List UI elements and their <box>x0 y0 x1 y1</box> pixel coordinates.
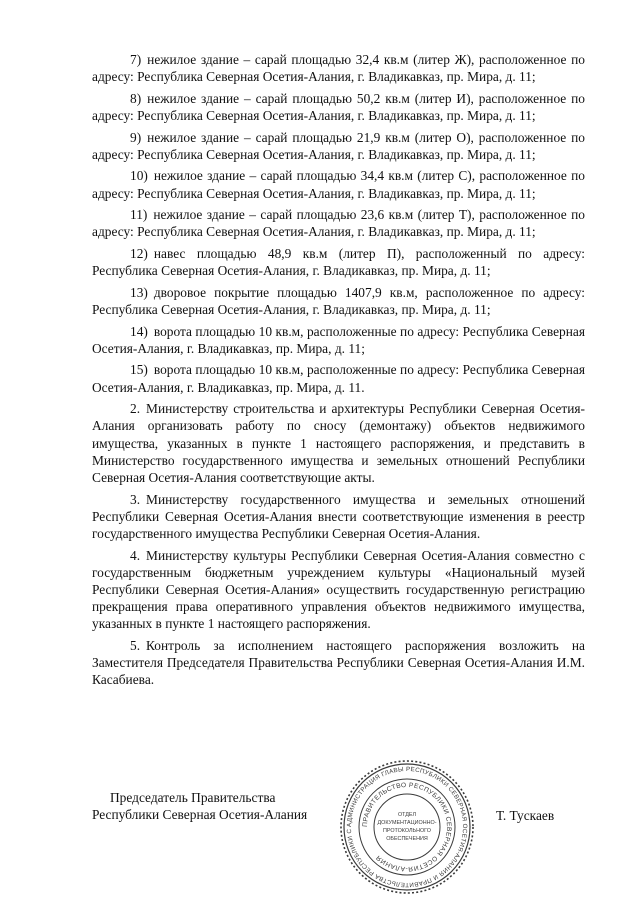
signatory-title-line-2: Республики Северная Осетия-Алания <box>92 807 308 823</box>
item-text: нежилое здание – сарай площадью 23,6 кв.м (литер Т), расположенное по адресу: Республика Северная Осетия-Алания, г. Владикавказ, пр. Мира, д. 11; <box>92 207 585 240</box>
list-item <box>92 323 585 357</box>
signatory-name: Т. Тускаев <box>496 808 555 823</box>
item-number: 7) <box>130 52 142 67</box>
list-item <box>92 90 585 124</box>
clause-number: 3. <box>130 491 141 507</box>
item-text: навес площадью 48,9 кв.м (литер П), расположенный по адресу: Республика Северная Осетия-Алания, г. Владикавказ, пр. Мира, д. 11; <box>92 245 585 279</box>
item-text: дворовое покрытие площадью 1407,9 кв.м, расположенное по адресу: Республика Северная Осетия-Алания, г. Владикавказ, пр. Мира, д. 11; <box>92 284 585 317</box>
item-text: нежилое здание – сарай площадью 32,4 кв.м (литер Ж), расположенное по адресу: Республика Северная Осетия-Алания, г. Владикавказ, пр. Мира, д. 11; <box>92 52 585 85</box>
clauses-list <box>92 400 585 688</box>
list-item <box>92 206 585 240</box>
list-item <box>92 129 585 163</box>
item-text: ворота площадью 10 кв.м, расположенные по адресу: Республика Северная Осетия-Алания, г. Владикавказ, пр. Мира, д. 11; <box>92 323 585 356</box>
stamp-center-line: ОТДЕЛ <box>397 812 417 818</box>
clause-paragraph <box>92 637 585 689</box>
item-number: 14) <box>130 323 148 339</box>
clause-text: Контроль за исполнением настоящего распоряжения возложить на Заместителя Председателя Правительства Республики Северная Осетия-Алания И.М. Касабиева. <box>92 637 585 688</box>
items-list <box>92 51 585 396</box>
list-item <box>92 284 585 318</box>
document-body <box>92 51 585 693</box>
item-number: 8) <box>130 90 142 106</box>
clause-number: 5. <box>130 637 141 653</box>
official-stamp-seal <box>338 758 476 896</box>
clause-paragraph <box>92 400 585 486</box>
item-text: нежилое здание – сарай площадью 50,2 кв.м (литер И), расположенное по адресу: Республика Северная Осетия-Алания, г. Владикавказ, пр. Мира, д. 11; <box>92 90 585 123</box>
stamp-center-line: ДОКУМЕНТАЦИОННО- <box>377 820 437 826</box>
signatory-title <box>92 789 342 823</box>
item-number: 13) <box>130 284 148 300</box>
list-item <box>92 245 585 279</box>
clause-number: 2. <box>130 401 141 417</box>
official-stamp <box>338 758 476 896</box>
list-item <box>92 51 585 85</box>
item-number: 10) <box>130 168 148 184</box>
stamp-center-line: ПРОТОКОЛЬНОГО <box>383 828 431 834</box>
list-item <box>92 361 585 395</box>
clause-paragraph <box>92 547 585 633</box>
stamp-center-line: ОБЕСПЕЧЕНИЯ <box>386 836 428 842</box>
item-text: нежилое здание – сарай площадью 34,4 кв.м (литер С), расположенное по адресу: Республика Северная Осетия-Алания, г. Владикавказ, пр. Мира, д. 11; <box>92 168 585 201</box>
signatory-title-line-1: Председатель Правительства <box>110 790 276 805</box>
clause-text: Министерству государственного имущества и земельных отношений Республики Северная Осетия-Алания внести соответствующие изменения в реестр государственного имущества Республики Северная Осетия-Алания. <box>92 491 585 541</box>
stamp-outer-text: АДМИНИСТРАЦИЯ ГЛАВЫ РЕСПУБЛИКИ СЕВЕРНАЯ ОСЕТИЯ-АЛАНИЯ И ПРАВИТЕЛЬСТВА РЕСПУБЛИКИ С <box>345 765 469 889</box>
item-number: 12) <box>130 245 148 261</box>
stamp-inner-text: ПРАВИТЕЛЬСТВО РЕСПУБЛИКИ СЕВЕРНАЯ ОСЕТИЯ-АЛАНИЯ <box>361 781 453 873</box>
clause-text: Министерству культуры Республики Северная Осетия-Алания совместно с государственным бюджетным учреждением культуры «Национальный музей Республики Северная Осетия-Алания» осуществить государственную регистрацию прекращения права оперативного управления объектов недвижимого имущества, указанных в пункте 1 настоящего распоряжения. <box>92 547 585 632</box>
item-number: 15) <box>130 362 148 378</box>
clause-text: Министерству строительства и архитектуры Республики Северная Осетия-Алания организовать работу по сносу (демонтажу) объектов недвижимого имущества, указанных в пункте 1 настоящего распоряжения, и представить в Министерство государственного имущества и земельных отношений Республики Северная Осетия-Алания соответствующие акты. <box>92 401 585 485</box>
item-number: 9) <box>130 129 142 145</box>
list-item <box>92 167 585 201</box>
item-number: 11) <box>130 207 148 223</box>
svg-text:ПРАВИТЕЛЬСТВО РЕСПУБЛИКИ СЕВЕР <box>362 782 452 872</box>
clause-paragraph <box>92 491 585 543</box>
clause-number: 4. <box>130 547 141 563</box>
item-text: нежилое здание – сарай площадью 21,9 кв.м (литер О), расположенное по адресу: Республика Северная Осетия-Алания, г. Владикавказ, пр. Мира, д. 11; <box>92 129 585 162</box>
item-text: ворота площадью 10 кв.м, расположенные по адресу: Республика Северная Осетия-Алания, г. Владикавказ, пр. Мира, д. 11. <box>92 362 585 395</box>
